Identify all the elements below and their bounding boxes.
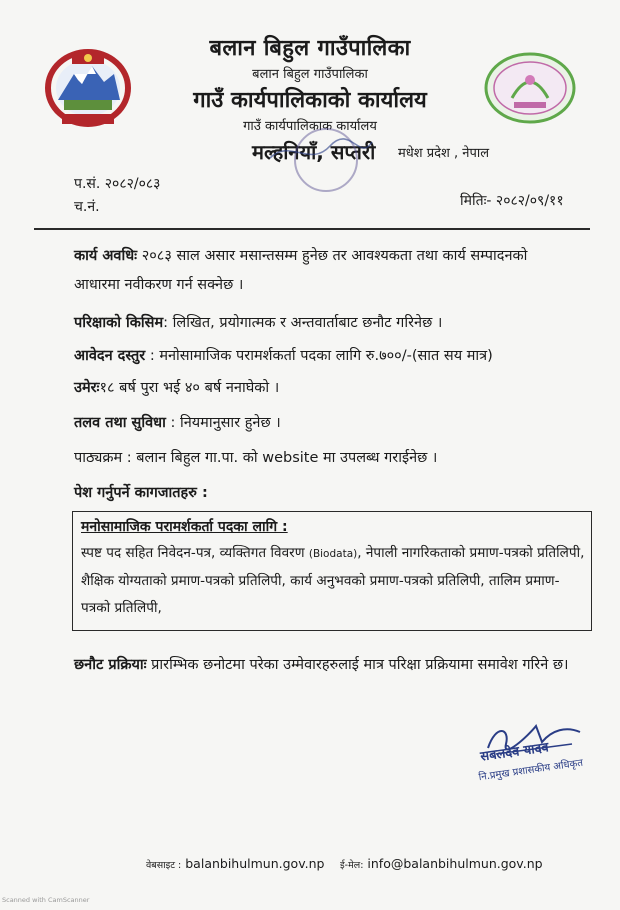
documents-box [72,511,592,631]
exam-text: : लिखित, प्रयोगात्मक र अन्तवार्ताबाट छनौट गरिनेछ । [163,315,443,331]
website-link[interactable]: balanbihulmun.gov.np [185,856,325,871]
email-link[interactable]: info@balanbihulmun.gov.np [367,856,543,871]
documents-box-text [81,540,587,622]
location-province: मधेश प्रदेश , नेपाल [398,146,490,161]
term-label: कार्य अवधिः [74,248,138,264]
dispatch-number: च.नं. [74,199,100,215]
email-label: ई-मेल: [340,860,364,871]
municipality-name: बलान बिहुल गाउँपालिका [209,36,411,61]
footer-website [146,856,324,871]
age-paragraph [74,374,574,403]
documents-text-part1: स्पष्ट पद सहित निवेदन-पत्र, व्यक्तिगत विवरण [81,545,309,561]
fee-text: : मनोसामाजिक परामर्शकर्ता पदका लागि रु.७००/-(सात सय मात्र) [145,348,493,364]
documents-heading: पेश गर्नुपर्ने कागजातहरु : [74,485,208,501]
letter-number: प.सं. २०८२/०८३ [74,176,161,192]
fee-paragraph [74,342,574,371]
age-label: उमेरः [74,380,100,396]
syllabus-paragraph: पाठ्यक्रम : बलान बिहुल गा.पा. को website मा उपलब्ध गराईनेछ । [74,450,438,466]
documents-text-part2: , नेपाली नागरिकताको प्रमाण-पत्रको प्रतिलिपी, शैक्षिक योग्यताको प्रमाण-पत्रको प्रतिलिपी, कार्य अनुभवको प्रमाण-पत्रको प्रतिलिपी, तालिम प्रमाण-पत्रको प्रतिलिपी, [81,545,585,616]
office-name: गाउँ कार्यपालिकाको कार्यालय [193,88,427,113]
municipality-name-maithili: बलान बिहुल गाउँपालिका [252,67,368,82]
fee-label: आवेदन दस्तुर [74,348,146,364]
header-divider [34,228,590,230]
selection-text: प्रारम्भिक छनोटमा परेका उम्मेवारहरुलाई मात्र परिक्षा प्रक्रियामा समावेश गरिने छ। [146,657,569,673]
website-label: वेबसाइट : [146,860,182,871]
signatory-title: नि.प्रमुख प्रशासकीय अधिकृत [477,757,584,784]
biodata-note: (Biodata) [308,548,358,560]
exam-paragraph [74,309,574,338]
scanner-watermark: Scanned with CamScanner [2,896,90,904]
salary-paragraph [74,409,574,438]
stamp-scribble-icon [260,128,380,178]
location-town: मल्हनियाँ, सप्तरी [252,140,376,164]
term-text: २०८३ साल असार मसान्तसम्म हुनेछ तर आवश्यकता तथा कार्य सम्पादनको आधारमा नवीकरण गर्न सक्नेछ । [74,248,528,293]
documents-box-title: मनोसामाजिक परामर्शकर्ता पदका लागि : [81,519,288,535]
signatory-name: सबलदेव यादव [479,740,550,765]
salary-label: तलव तथा सुविधा [74,415,166,431]
selection-label: छनौट प्रक्रियाः [74,657,147,673]
footer-email [340,856,543,871]
letter-date: मितिः- २०८२/०९/११ [460,193,564,209]
salary-text: : नियमानुसार हुनेछ । [165,415,281,431]
selection-paragraph [74,650,594,680]
office-name-maithili: गाउँ कार्यपालिकाक कार्यालय [243,119,377,134]
exam-label: परिक्षाको किसिम [74,315,164,331]
term-paragraph [74,242,574,300]
age-text: १८ बर्ष पुरा भई ४० बर्ष ननाघेको । [99,380,280,396]
